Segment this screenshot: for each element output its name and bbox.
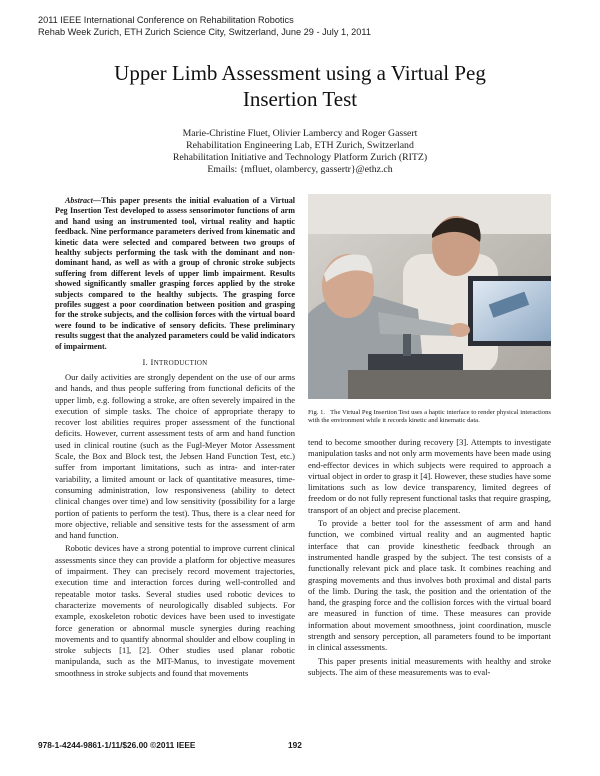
left-column-body: [55, 372, 295, 679]
body-paragraph: tend to become smoother during recovery [3]. Attempts to investigate manipulation tasks and not only arm movements have been made using end-effector devices in which subjects were required to approach a virtual object in order to grasp it [4]. However, these studies have some limitations such as low device transparency, limited degrees of freedom or do not fully represent functional tasks that require grasping, transport of an object and precise placement.: [308, 437, 551, 515]
page-number: 192: [288, 740, 302, 750]
lab-scene-illustration: [308, 194, 551, 399]
author-block: [40, 128, 560, 176]
author-names: Marie-Christine Fluet, Olivier Lambercy and Roger Gassert: [182, 128, 418, 139]
affiliation-1: Rehabilitation Engineering Lab, ETH Zurich, Switzerland: [186, 140, 414, 151]
paper-title-line-2: Insertion Test: [242, 87, 358, 111]
conference-header-line-2: Rehab Week Zurich, ETH Zurich Science City, Switzerland, June 29 - July 1, 2011: [38, 27, 371, 37]
figure-1-caption-text: The Virtual Peg Insertion Test uses a haptic interface to render physical interactions with the environment while it records kinetic and kinematic data.: [308, 409, 551, 425]
abstract-label: Abstract: [65, 196, 93, 205]
paper-title-line-1: Upper Limb Assessment using a Virtual Peg: [114, 61, 486, 85]
conference-header: [38, 14, 371, 38]
section-heading-rest: NTRODUCTION: [153, 359, 208, 367]
body-paragraph: To provide a better tool for the assessment of arm and hand function, we combined virtual reality and an augmented haptic interface that can provide kinesthetic feedback through an instrumented handle grasped by the subject. The test consists of a functionally relevant pick and place task. It combines reaching and grasping movements and thus involves both proximal and distal parts of the limb. During the task, the position and the orientation of the hand, the grasping force and the collision forces with the virtual board are measured in function of time. These measures can provide information about movement smoothness, joint coordination, muscle strength and sensory perception, all parameters found to be important in clinical assessments.: [308, 518, 551, 653]
body-paragraph: Robotic devices have a strong potential to improve current clinical assessments since they can provide a platform for objective measures of impairment. They can precisely record movement trajectories, execution time and interaction forces during well-controlled and repeatable motor tasks. Several studies used robotic devices to characterize movements of neurologically disabled subjects. For example, exoskeleton robotic devices have been used to investigate force generation or abnormal muscle synergies during reaching movements and to quantify abnormal shoulder and elbow coupling in stroke subjects [1], [2]. Other studies used planar robotic manipulanda, such as the MIT-Manus, to investigate movement smoothness in stroke subjects and found that movements: [55, 543, 295, 678]
section-heading-numeral: I. I: [142, 357, 154, 367]
abstract-paragraph: [55, 196, 295, 352]
conference-header-line-1: 2011 IEEE International Conference on Rehabilitation Robotics: [38, 15, 294, 25]
abstract-text: —This paper presents the initial evaluation of a Virtual Peg Insertion Test developed to assess sensorimotor functions of arm and hand using an instrumented tool, virtual reality and haptic feedback. Nine performance parameters derived from kinematic and kinetic data were selected and compared between two groups of healthy subjects performing the task with the dominant and non-dominant hand, as well as with a group of chronic stroke subjects suffering from different levels of upper limb impairment. Results showed significantly smaller grasping forces applied by the stroke subjects compared to the healthy subjects. The grasping force profiles suggest a poor coordination between position and grasping for the stroke subjects, and the collision forces with the virtual board were found to be indicative of sensory deficits. These preliminary results suggest that the analyzed parameters could be valid indicators of impairment.: [55, 196, 295, 351]
isbn-footer: 978-1-4244-9861-1/11/$26.00 ©2011 IEEE: [38, 740, 196, 750]
body-paragraph: This paper presents initial measurements with healthy and stroke subjects. The aim of these measurements was to eval-: [308, 655, 551, 677]
figure-1-label: Fig. 1.: [308, 409, 326, 416]
paper-title: [40, 60, 560, 112]
author-emails: Emails: {mfluet, olambercy, gassertr}@ethz.ch: [207, 164, 393, 175]
right-column-body: [308, 437, 551, 678]
affiliation-2: Rehabilitation Initiative and Technology Platform Zurich (RITZ): [172, 152, 428, 163]
abstract: [55, 196, 295, 352]
figure-1-caption: [308, 409, 551, 426]
section-heading-introduction: [55, 357, 295, 367]
body-paragraph: Our daily activities are strongly dependent on the use of our arms and hands, and thus people suffering from functional deficits of the upper limb, e.g. following a stroke, are often severely impaired in the execution of simple tasks. The choice of appropriate therapy to recover lost abilities requires proper assessment of the functional deficits. However, current assessment tests of arm and hand function used in clinical routine (such as the Fugl-Meyer Motor Assessment Scale, the Box and Block test, the Jebsen Hand Function Test, etc.) suffer from important limitations, such as intra- and inter-rater variability, a limited amount or lack of quantitative measures, time-consuming administration, low responsiveness (ability to detect clinical changes over time) and low sensitivity (possibility for a large portion of patients to perform the test). Thus, there is a clear need for more objective, reliable and sensitive tests for the assessment of arm and hand function.: [55, 372, 295, 541]
figure-1-photo: [308, 194, 551, 399]
